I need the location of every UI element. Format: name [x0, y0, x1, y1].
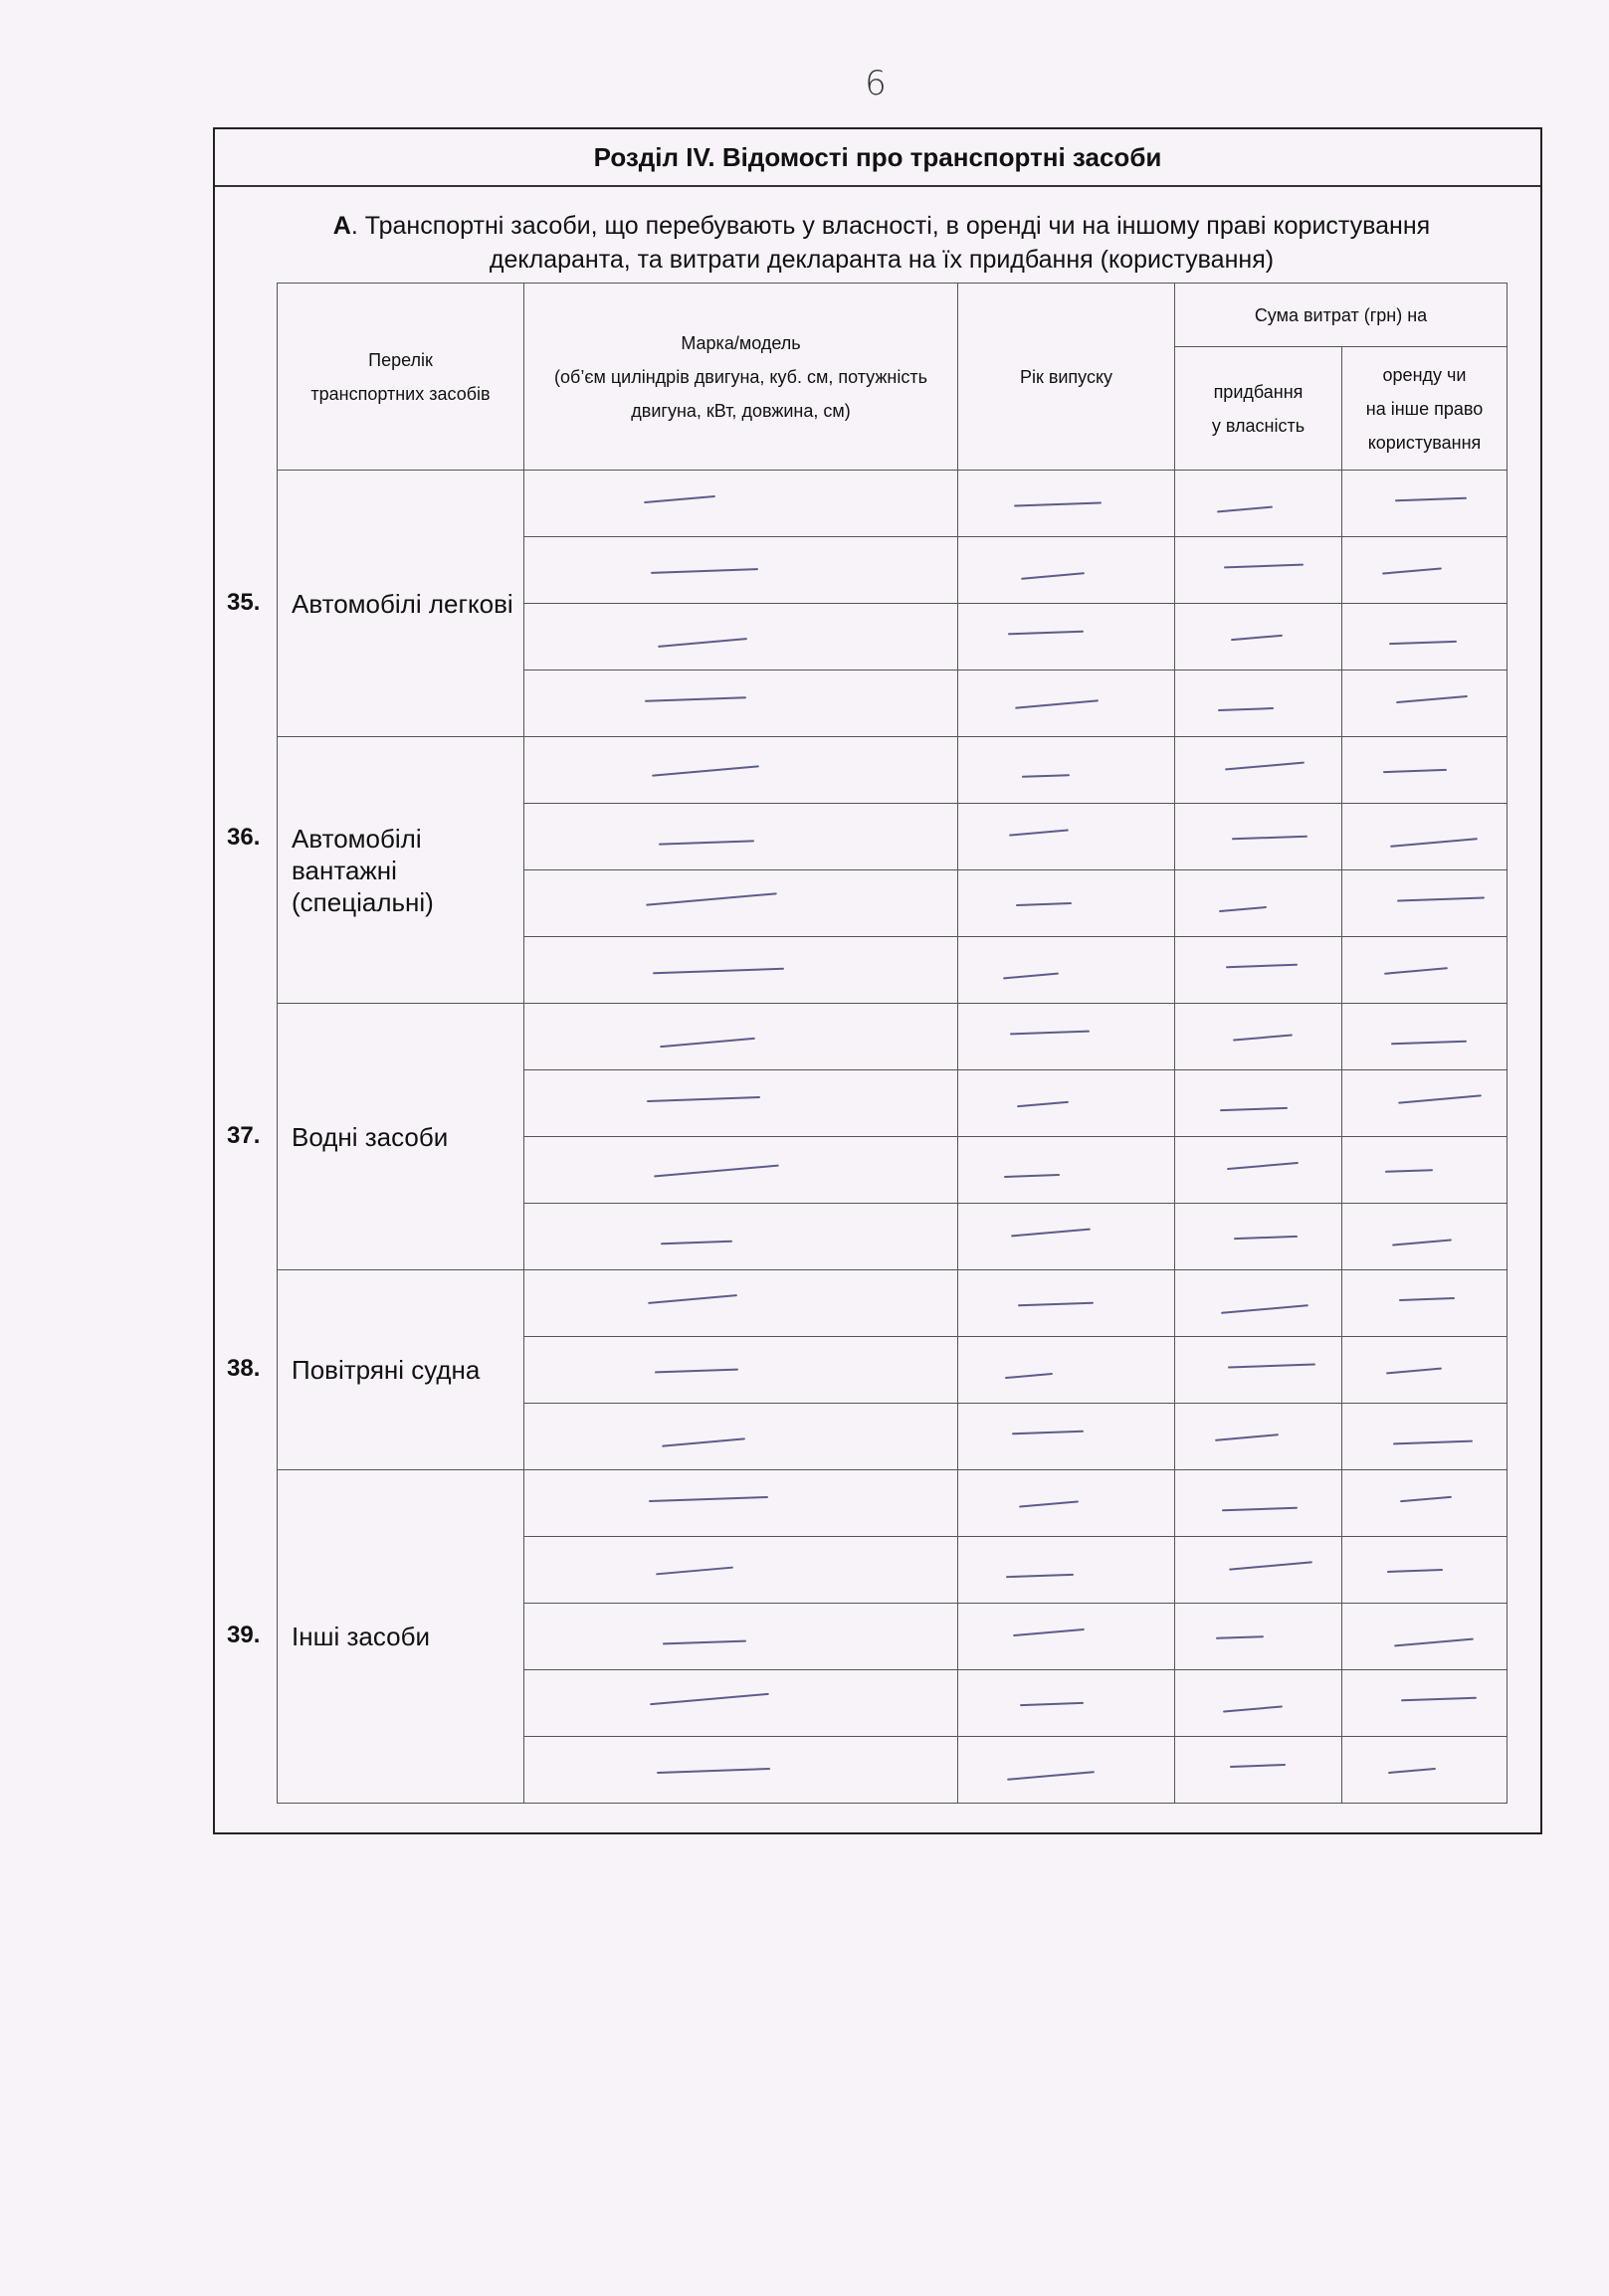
handwritten-dash	[1400, 1496, 1452, 1503]
group-label: Водні засоби	[292, 1121, 449, 1152]
row-number: 37.	[227, 1121, 261, 1149]
handwritten-dash	[1386, 1368, 1442, 1375]
table-row	[278, 1270, 1508, 1337]
group-label-cell	[278, 1004, 524, 1270]
table-cell	[524, 537, 958, 604]
handwritten-dash	[662, 1437, 745, 1446]
table-cell	[1342, 804, 1508, 870]
handwritten-dash	[1221, 1304, 1308, 1314]
handwritten-dash	[1225, 762, 1305, 771]
table-cell	[1342, 670, 1508, 737]
handwritten-dash	[1390, 838, 1478, 848]
table-cell	[1342, 1204, 1508, 1270]
handwritten-dash	[644, 495, 715, 503]
table-cell	[958, 1470, 1175, 1537]
handwritten-dash	[1226, 964, 1298, 969]
table-cell	[1342, 737, 1508, 804]
table-cell	[958, 604, 1175, 670]
handwritten-dash	[1019, 1500, 1079, 1507]
handwritten-dash	[649, 1496, 768, 1502]
table-cell	[524, 1470, 958, 1537]
table-cell	[524, 1270, 958, 1337]
table-cell	[1342, 1737, 1508, 1804]
handwritten-dash	[1011, 1229, 1091, 1238]
handwritten-dash	[1396, 695, 1468, 703]
table-cell	[1175, 1470, 1342, 1537]
handwritten-dash	[660, 1038, 755, 1048]
handwritten-dash	[1004, 1174, 1060, 1178]
section-subtitle	[275, 209, 1489, 277]
table-cell	[1342, 1470, 1508, 1537]
table-cell	[958, 1537, 1175, 1604]
handwritten-dash	[1384, 967, 1448, 975]
handwritten-dash	[1395, 497, 1467, 502]
header-purchase-line: придбання	[1213, 381, 1304, 402]
table-cell	[1175, 1070, 1342, 1137]
handwritten-dash	[1220, 1107, 1288, 1111]
handwritten-dash	[1383, 769, 1447, 773]
table-cell	[958, 1204, 1175, 1270]
handwritten-dash	[1014, 501, 1102, 506]
group-label: Автомобілі легкові	[292, 588, 513, 619]
header-vehicle-list	[278, 284, 524, 471]
handwritten-dash	[1391, 1041, 1467, 1046]
group-label: Інші засоби	[292, 1622, 430, 1651]
handwritten-dash	[1009, 829, 1069, 836]
handwritten-dash	[659, 840, 754, 845]
table-cell	[1175, 1537, 1342, 1604]
handwritten-dash	[1223, 1705, 1283, 1712]
handwritten-dash	[1007, 1771, 1095, 1781]
table-cell	[1342, 471, 1508, 537]
handwritten-dash	[651, 568, 758, 574]
handwritten-dash	[1234, 1236, 1298, 1240]
handwritten-dash	[1216, 1635, 1264, 1639]
handwritten-dash	[650, 1693, 769, 1705]
vehicles-table	[277, 283, 1508, 1804]
handwritten-dash	[1229, 1561, 1312, 1570]
table-row	[278, 1004, 1508, 1070]
table-cell	[524, 1337, 958, 1404]
table-cell	[1175, 537, 1342, 604]
header-year: Рік випуску	[958, 284, 1175, 471]
table-cell	[1342, 537, 1508, 604]
handwritten-dash	[1016, 902, 1072, 906]
handwritten-dash	[661, 1241, 732, 1245]
header-purchase	[1175, 347, 1342, 471]
table-cell	[958, 1070, 1175, 1137]
table-cell	[1175, 1604, 1342, 1670]
table-cell	[524, 1137, 958, 1204]
table-cell	[524, 1737, 958, 1804]
table-cell	[1175, 1670, 1342, 1737]
handwritten-dash	[657, 1768, 770, 1774]
handwritten-dash	[1022, 774, 1070, 778]
table-cell	[524, 1070, 958, 1137]
table-cell	[1342, 937, 1508, 1004]
section-frame	[213, 127, 1542, 1834]
table-cell	[1175, 1404, 1342, 1470]
header-row	[278, 284, 1508, 347]
handwritten-dash	[653, 968, 784, 975]
table-cell	[958, 670, 1175, 737]
table-cell	[524, 737, 958, 804]
table-cell	[958, 870, 1175, 937]
handwritten-dash	[1006, 1574, 1074, 1578]
table-cell	[958, 1670, 1175, 1737]
table-row	[278, 471, 1508, 537]
handwritten-dash	[1228, 1363, 1315, 1368]
table-cell	[524, 937, 958, 1004]
header-purchase-line: у власність	[1211, 415, 1306, 436]
table-cell	[1175, 1737, 1342, 1804]
page-number: 6	[865, 64, 887, 103]
handwritten-dash	[654, 1165, 779, 1178]
handwritten-dash	[1387, 1569, 1443, 1573]
group-label: Автомобілі вантажні (спеціальні)	[292, 823, 434, 917]
table-cell	[1342, 1004, 1508, 1070]
handwritten-dash	[1219, 906, 1267, 912]
handwritten-dash	[1397, 896, 1485, 901]
table-cell	[958, 537, 1175, 604]
header-rent-line: користування	[1367, 432, 1482, 453]
table-cell	[958, 1604, 1175, 1670]
handwritten-dash	[1005, 1373, 1053, 1379]
handwritten-dash	[1399, 1297, 1455, 1301]
table-cell	[1175, 471, 1342, 537]
handwritten-dash	[647, 1096, 760, 1102]
table-cell	[958, 1404, 1175, 1470]
handwritten-dash	[1401, 1697, 1477, 1702]
row-number: 38.	[227, 1355, 261, 1382]
handwritten-dash	[1021, 572, 1085, 580]
handwritten-dash	[655, 1369, 738, 1374]
handwritten-dash	[1394, 1638, 1474, 1647]
group-label-cell	[278, 471, 524, 737]
table-cell	[958, 1004, 1175, 1070]
handwritten-dash	[658, 638, 747, 648]
handwritten-dash	[1017, 1101, 1069, 1108]
group-label: Повітряні судна	[292, 1355, 481, 1385]
handwritten-dash	[652, 765, 759, 776]
handwritten-dash	[663, 1640, 746, 1645]
table-row	[278, 1470, 1508, 1537]
table-cell	[958, 1137, 1175, 1204]
table-cell	[958, 1337, 1175, 1404]
handwritten-dash	[1018, 1302, 1094, 1307]
handwritten-dash	[1231, 635, 1283, 642]
table-cell	[524, 471, 958, 537]
handwritten-dash	[1218, 707, 1274, 711]
table-cell	[1342, 1404, 1508, 1470]
row-number: 36.	[227, 823, 261, 851]
table-cell	[524, 1537, 958, 1604]
table-cell	[1175, 804, 1342, 870]
handwritten-dash	[1215, 1434, 1279, 1441]
table-cell	[524, 804, 958, 870]
table-cell	[1342, 1137, 1508, 1204]
table-cell	[1175, 1270, 1342, 1337]
table-cell	[1175, 1337, 1342, 1404]
group-label-cell	[278, 1470, 524, 1804]
group-label-cell	[278, 1270, 524, 1470]
handwritten-dash	[656, 1567, 733, 1576]
section-title: Розділ IV. Відомості про транспортні засоби	[215, 129, 1540, 187]
table-cell	[1342, 1070, 1508, 1137]
subtitle-letter: А	[332, 212, 351, 240]
handwritten-dash	[646, 892, 777, 905]
handwritten-dash	[1222, 1507, 1298, 1512]
table-cell	[958, 1737, 1175, 1804]
header-rent	[1342, 347, 1508, 471]
handwritten-dash	[1015, 699, 1099, 708]
table-row	[278, 737, 1508, 804]
handwritten-dash	[1389, 641, 1457, 645]
handwritten-dash	[648, 1294, 737, 1304]
table-cell	[958, 471, 1175, 537]
table-cell	[524, 1604, 958, 1670]
handwritten-dash	[1232, 836, 1307, 841]
handwritten-dash	[1010, 1031, 1090, 1036]
handwritten-dash	[1003, 973, 1059, 980]
table-cell	[958, 804, 1175, 870]
table-body	[278, 471, 1508, 1804]
handwritten-dash	[1012, 1431, 1084, 1435]
table-cell	[958, 937, 1175, 1004]
header-model	[524, 284, 958, 471]
table-cell	[1175, 937, 1342, 1004]
table-cell	[1175, 670, 1342, 737]
header-rent-line: оренду чи	[1382, 364, 1467, 385]
table-cell	[1342, 1270, 1508, 1337]
handwritten-dash	[1230, 1764, 1286, 1768]
header-vehicle-list-line: транспортних засобів	[310, 383, 491, 404]
header-model-line: Марка/модель	[681, 332, 801, 353]
handwritten-dash	[1224, 564, 1304, 569]
table-cell	[524, 670, 958, 737]
subtitle-line-2: декларанта, та витрати декларанта на їх придбання (користування)	[489, 246, 1275, 274]
table-cell	[1175, 1137, 1342, 1204]
table-cell	[1175, 1204, 1342, 1270]
table-cell	[1342, 604, 1508, 670]
table-cell	[1342, 1337, 1508, 1404]
handwritten-dash	[1217, 506, 1273, 513]
header-model-line: (об’єм циліндрів двигуна, куб. см, потужність	[554, 366, 927, 387]
handwritten-dash	[1227, 1162, 1299, 1170]
table-cell	[958, 1270, 1175, 1337]
table-cell	[1175, 1004, 1342, 1070]
table-cell	[1175, 870, 1342, 937]
handwritten-dash	[1233, 1034, 1293, 1041]
subtitle-line-1: . Транспортні засоби, що перебувають у власності, в оренді чи на іншому праві користування	[350, 212, 1431, 240]
header-model-line: двигуна, кВт, довжина, см)	[631, 400, 851, 421]
handwritten-dash	[1013, 1628, 1085, 1636]
handwritten-dash	[1393, 1440, 1473, 1445]
table-cell	[524, 870, 958, 937]
header-expenses-group: Сума витрат (грн) на	[1175, 284, 1508, 347]
handwritten-dash	[1020, 1702, 1084, 1706]
table-cell	[1175, 604, 1342, 670]
table-cell	[1342, 1537, 1508, 1604]
handwritten-dash	[1385, 1169, 1433, 1173]
handwritten-dash	[1398, 1094, 1482, 1103]
table-cell	[524, 1404, 958, 1470]
table-cell	[1342, 1670, 1508, 1737]
header-vehicle-list-line: Перелік	[368, 349, 433, 370]
table-cell	[524, 1670, 958, 1737]
table-cell	[958, 737, 1175, 804]
row-number: 39.	[227, 1622, 261, 1648]
table-cell	[1342, 1604, 1508, 1670]
handwritten-dash	[1382, 567, 1442, 574]
table-cell	[524, 604, 958, 670]
row-number: 35.	[227, 588, 261, 616]
table-cell	[524, 1004, 958, 1070]
table-cell	[1342, 870, 1508, 937]
header-rent-line: на інше право	[1365, 398, 1484, 419]
handwritten-dash	[1392, 1239, 1452, 1245]
table-cell	[1175, 737, 1342, 804]
group-label-cell	[278, 737, 524, 1004]
table-cell	[524, 1204, 958, 1270]
handwritten-dash	[645, 696, 746, 702]
handwritten-dash	[1008, 631, 1084, 636]
handwritten-dash	[1388, 1768, 1436, 1774]
